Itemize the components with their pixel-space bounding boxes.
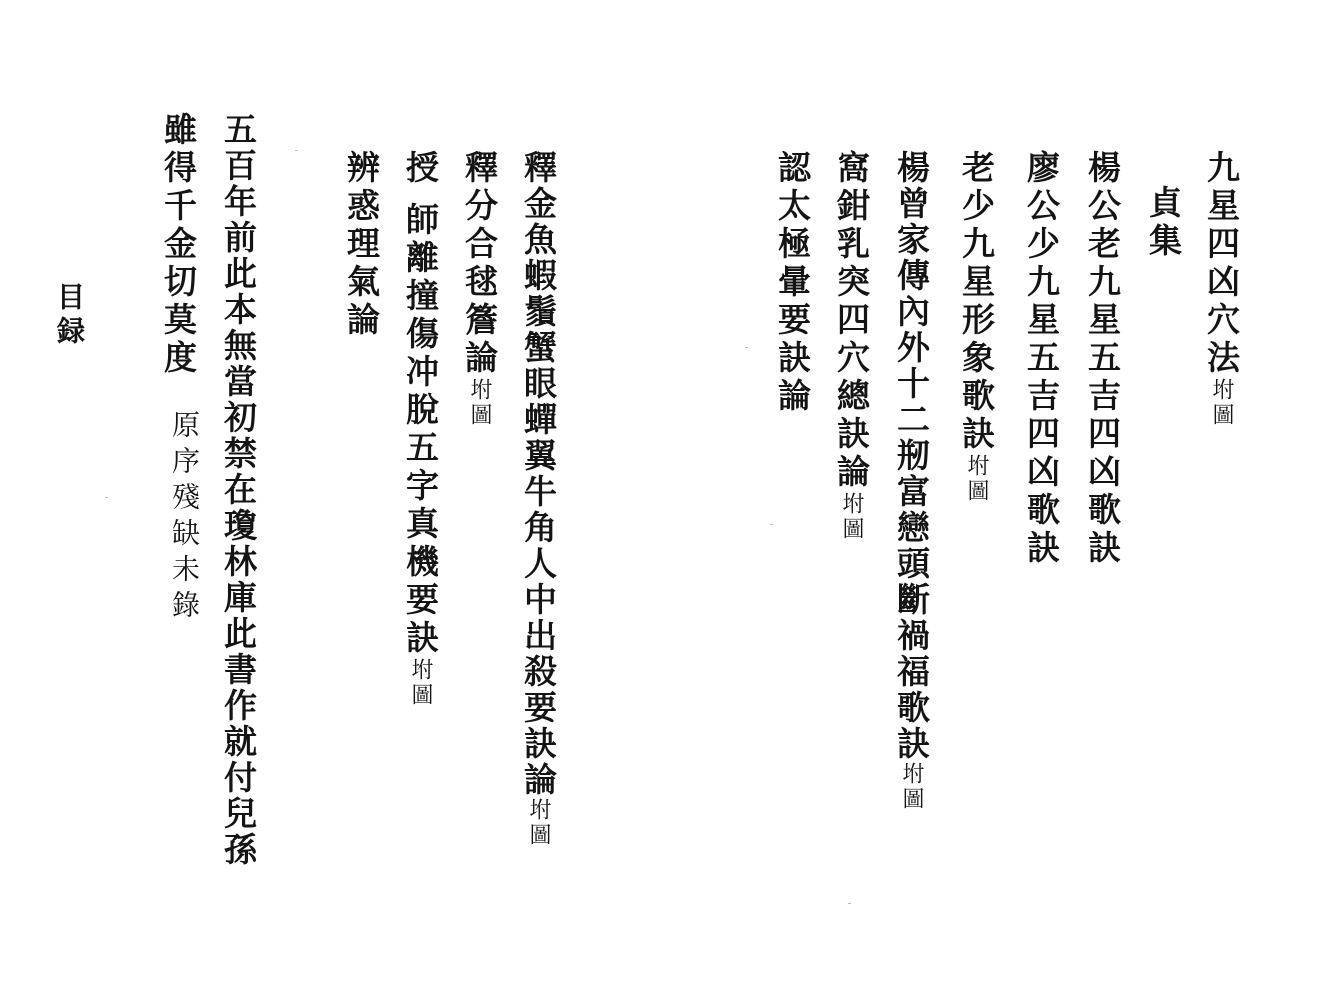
toc-entry-title: 認太極暈要訣論 [773,150,812,416]
toc-entry-note: 坿圖 [964,454,989,504]
toc-entry-title: 窩鉗乳突四穴總訣論 [832,150,871,492]
toc-entry-6 [832,150,871,542]
toc-entry-title: 辨惑理氣論 [342,150,381,340]
toc-entry-title: 釋金魚蝦鬚蟹眼蟬翼牛角人中出殺要訣論 [519,150,558,798]
toc-entry-title: 釋分合毬簷論 [460,150,499,378]
toc-entry-note: 坿圖 [1209,378,1234,428]
toc-entry-title: 廖公少九星五吉四凶歌訣 [1022,150,1061,568]
paper-speck [848,903,851,904]
toc-entry-title: 楊曾家傳內外十二剏富戀頭斷禍福歌訣 [892,150,931,762]
toc-entry-title: 師離撞傷冲脫五字真機要訣 [401,202,440,658]
verse-text: 雖得千金切莫度 [159,112,198,378]
toc-entry-11 [342,150,381,340]
toc-entry-note: 坿圖 [467,378,492,428]
volume-title: 貞集 [1144,185,1183,261]
toc-entry-title: 楊公老九星五吉四凶歌訣 [1083,150,1122,568]
verse-line-2 [159,112,198,378]
toc-entry-note: 坿圖 [408,658,433,708]
paper-speck [745,347,748,348]
toc-entry-note: 坿圖 [839,492,864,542]
toc-entry-4 [957,150,996,504]
volume-heading [1144,185,1183,261]
toc-entry-8 [519,150,558,848]
page-label-text: 目録 [53,282,86,350]
toc-entry-5 [892,150,931,812]
verse-text: 五百年前此本無當初禁在瓊林庫此書作就付兒孫 [219,112,258,868]
toc-entry-1 [1202,150,1241,428]
toc-entry-7 [773,150,812,416]
toc-entry-9 [460,150,499,428]
toc-entry-prefix: 授 [401,150,440,188]
toc-entry-10 [401,150,440,708]
paper-speck [770,524,773,525]
toc-entry-3 [1022,150,1061,568]
toc-entry-title: 九星四凶穴法 [1202,150,1241,378]
preface-note [168,410,201,626]
page-label [53,282,86,350]
paper-speck [295,150,298,151]
toc-entry-2 [1083,150,1122,568]
verse-line-1 [219,112,258,868]
paper-speck [105,497,108,498]
toc-entry-title: 老少九星形象歌訣 [957,150,996,454]
toc-entry-note: 坿圖 [899,762,924,812]
toc-entry-note: 坿圖 [526,798,551,848]
preface-note-text: 原序殘缺未錄 [168,410,201,626]
